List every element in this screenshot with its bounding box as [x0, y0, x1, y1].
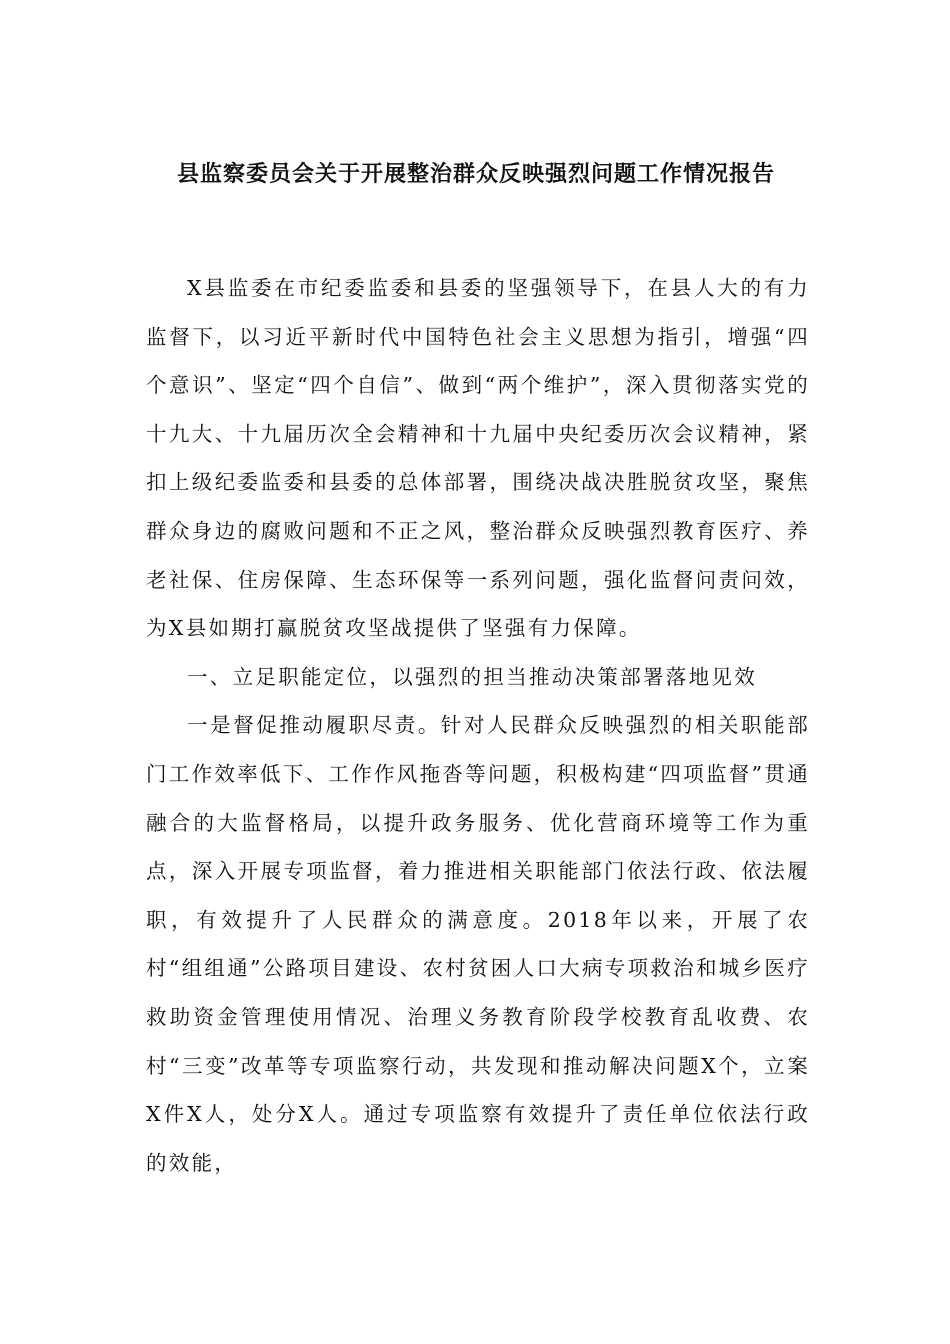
paragraph-section-1-item-1: 一是督促推动履职尽责。针对人民群众反映强烈的相关职能部门工作效率低下、工作作风拖沓等问题，积极构建“四项监督”贯通融合的大监督格局，以提升政务服务、优化营商环境等工作为重点，深入开展专项监督，着力推进相关职能部门依法行政、依法履职，有效提升了人民群众的满意度。2018年以来，开展了农村“组组通”公路项目建设、农村贫困人口大病专项救治和城乡医疗救助资金管理使用情况、治理义务教育阶段学校教育乱收费、农村“三变”改革等专项监察行动，共发现和推动解决问题X个，立案X件X人，处分X人。通过专项监察有效提升了责任单位依法行政的效能，	[146, 713, 810, 1175]
paragraph-intro: X县监委在市纪委监委和县委的坚强领导下，在县人大的有力监督下，以习近平新时代中国特色社会主义思想为指引，增强“四个意识”、坚定“四个自信”、做到“两个维护”，深入贯彻落实党的十九大、十九届历次全会精神和十九届中央纪委历次会议精神，紧扣上级纪委监委和县委的总体部署，围绕决战决胜脱贫攻坚，聚焦群众身边的腐败问题和不正之风，整治群众反映强烈教育医疗、养老社保、住房保障、生态环保等一系列问题，强化监督问责问效，为X县如期打赢脱贫攻坚战提供了坚强有力保障。	[146, 276, 810, 641]
document-body	[146, 264, 810, 1187]
section-heading-1: 一、立足职能定位，以强烈的担当推动决策部署落地见效	[187, 664, 757, 689]
document-title: 县监察委员会关于开展整治群众反映强烈问题工作情况报告	[176, 162, 775, 187]
